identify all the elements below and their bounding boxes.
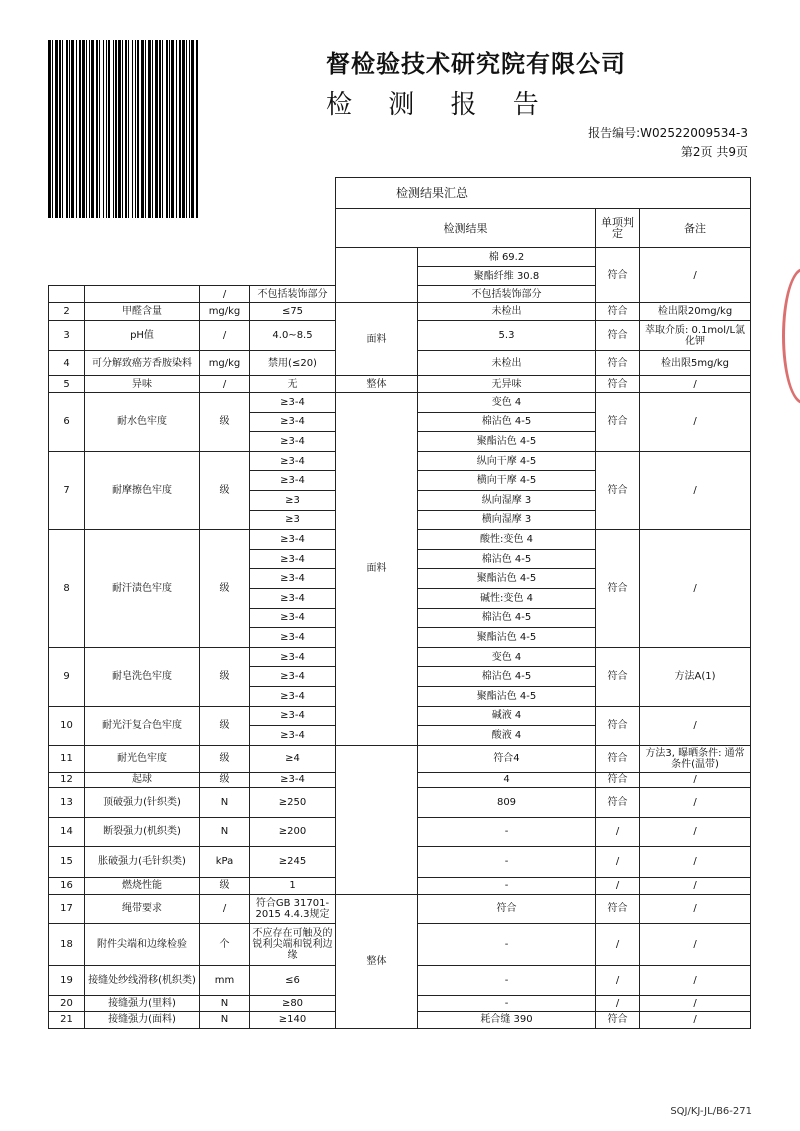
remark-cell: / — [640, 376, 751, 393]
unit-cell: 级 — [200, 451, 250, 529]
result-cell: 4 — [418, 772, 596, 787]
std-cell: 符合GB 31701-2015 4.4.3规定 — [250, 894, 336, 923]
result-cell: 棉沾色 4-5 — [418, 549, 596, 569]
result-cell: 棉沾色 4-5 — [418, 667, 596, 687]
std-cell: ≥3-4 — [250, 706, 336, 726]
item-name: 附件尖端和边缘检验 — [85, 923, 200, 965]
item-name: 可分解致癌芳香胺染料 — [85, 351, 200, 376]
result-cell: 碱液 4 — [418, 706, 596, 726]
section-title: 检测结果汇总 — [336, 178, 751, 209]
part-cell: 面料 — [336, 303, 418, 376]
remark-cell: / — [640, 923, 751, 965]
result-cell: 符合4 — [418, 745, 596, 772]
item-name: 接缝强力(面料) — [85, 1011, 200, 1028]
unit-cell: / — [200, 376, 250, 393]
judge-cell: 符合 — [596, 376, 640, 393]
result-cell: 符合 — [418, 894, 596, 923]
item-number: 14 — [49, 817, 85, 846]
result-cell: - — [418, 923, 596, 965]
item-name: 耐水色牢度 — [85, 393, 200, 452]
judge-cell: 符合 — [596, 706, 640, 745]
judge-cell: / — [596, 846, 640, 877]
header-remark: 备注 — [640, 209, 751, 248]
item-name: 耐汗渍色牢度 — [85, 530, 200, 648]
result-cell: 809 — [418, 787, 596, 817]
std-cell: ≥3-4 — [250, 667, 336, 687]
results-table — [48, 177, 751, 1029]
judge-cell: 符合 — [596, 303, 640, 321]
item-name: pH值 — [85, 321, 200, 351]
judge-cell: 符合 — [596, 351, 640, 376]
std-cell: ≥3-4 — [250, 471, 336, 491]
item-name: 燃烧性能 — [85, 877, 200, 894]
std-cell: 无 — [250, 376, 336, 393]
item-number: 8 — [49, 530, 85, 648]
item-number: 5 — [49, 376, 85, 393]
result-cell: 聚酯沾色 4-5 — [418, 569, 596, 589]
std-cell: ≥3-4 — [250, 772, 336, 787]
judge-cell: 符合 — [596, 393, 640, 452]
item-number: 11 — [49, 745, 85, 772]
std-cell: ≥3-4 — [250, 451, 336, 471]
remark-cell: / — [640, 248, 751, 303]
item-name: 接缝强力(里料) — [85, 995, 200, 1011]
remark-cell: / — [640, 772, 751, 787]
unit-cell: mg/kg — [200, 303, 250, 321]
std-cell: 4.0~8.5 — [250, 321, 336, 351]
item-name: 异味 — [85, 376, 200, 393]
header-judge: 单项判定 — [596, 209, 640, 248]
item-number: 2 — [49, 303, 85, 321]
item-number: 4 — [49, 351, 85, 376]
judge-cell: / — [596, 995, 640, 1011]
seal-stamp — [782, 268, 800, 404]
item-number: 3 — [49, 321, 85, 351]
result-cell: 聚酯沾色 4-5 — [418, 628, 596, 648]
std-cell: ≥3-4 — [250, 393, 336, 413]
judge-cell: 符合 — [596, 772, 640, 787]
result-cell: 变色 4 — [418, 647, 596, 667]
item-number: 21 — [49, 1011, 85, 1028]
judge-cell: 符合 — [596, 894, 640, 923]
std-cell: ≥3 — [250, 490, 336, 510]
result-cell: 酸液 4 — [418, 726, 596, 746]
remark-cell: 检出限20mg/kg — [640, 303, 751, 321]
part-cell — [336, 745, 418, 894]
remark-cell: / — [640, 787, 751, 817]
item-number: 10 — [49, 706, 85, 745]
unit-cell: N — [200, 1011, 250, 1028]
form-code: SQJ/KJ-JL/B6-271 — [670, 1106, 752, 1117]
std-cell: ≥200 — [250, 817, 336, 846]
result-cell: - — [418, 877, 596, 894]
unit-cell: / — [200, 321, 250, 351]
std-cell: ≥80 — [250, 995, 336, 1011]
report-title: 检 测 报 告 — [326, 90, 553, 120]
remark-cell: / — [640, 995, 751, 1011]
item-name: 接缝处纱线滑移(机织类) — [85, 965, 200, 995]
std-cell: ≥245 — [250, 846, 336, 877]
std-cell: ≥140 — [250, 1011, 336, 1028]
judge-cell: 符合 — [596, 248, 640, 303]
item-number: 16 — [49, 877, 85, 894]
std-cell: ≥3-4 — [250, 549, 336, 569]
std-cell: ≥3 — [250, 510, 336, 530]
unit-cell: 级 — [200, 772, 250, 787]
result-cell: 5.3 — [418, 321, 596, 351]
std-cell: 禁用(≤20) — [250, 351, 336, 376]
remark-cell: / — [640, 846, 751, 877]
std-cell: ≥3-4 — [250, 412, 336, 432]
item-number: 19 — [49, 965, 85, 995]
item-name: 耐摩擦色牢度 — [85, 451, 200, 529]
remark-cell: / — [640, 894, 751, 923]
result-cell: - — [418, 846, 596, 877]
std-cell: ≥3-4 — [250, 686, 336, 706]
judge-cell: / — [596, 965, 640, 995]
unit-cell: 级 — [200, 393, 250, 452]
result-cell: 横向湿摩 3 — [418, 510, 596, 530]
item-name: 断裂强力(机织类) — [85, 817, 200, 846]
result-cell: 碱性:变色 4 — [418, 588, 596, 608]
page-info: 第2页 共9页 — [680, 145, 748, 159]
unit-cell: mm — [200, 965, 250, 995]
result-cell: 聚酯沾色 4-5 — [418, 432, 596, 452]
item-name: 耐皂洗色牢度 — [85, 647, 200, 706]
std-cell: ≥3-4 — [250, 588, 336, 608]
result-cell: 变色 4 — [418, 393, 596, 413]
item-name: 绳带要求 — [85, 894, 200, 923]
item-name: 甲醛含量 — [85, 303, 200, 321]
result-cell: 棉沾色 4-5 — [418, 608, 596, 628]
item-number: 12 — [49, 772, 85, 787]
remark-cell: 方法3, 曝晒条件: 通常条件(温带) — [640, 745, 751, 772]
result-cell: 酸性:变色 4 — [418, 530, 596, 550]
unit-cell: 级 — [200, 530, 250, 648]
judge-cell: / — [596, 877, 640, 894]
std-cell: ≥3-4 — [250, 628, 336, 648]
std-cell: ≥3-4 — [250, 530, 336, 550]
std-cell: ≥3-4 — [250, 432, 336, 452]
item-number: 20 — [49, 995, 85, 1011]
remark-cell: 萃取介质: 0.1mol/L氯化钾 — [640, 321, 751, 351]
unit-cell: N — [200, 787, 250, 817]
judge-cell: 符合 — [596, 1011, 640, 1028]
item-number: 6 — [49, 393, 85, 452]
remark-cell: / — [640, 530, 751, 648]
unit-cell: 级 — [200, 647, 250, 706]
part-cell: 面料 — [336, 393, 418, 746]
remark-cell: / — [640, 877, 751, 894]
header-result: 检测结果 — [336, 209, 596, 248]
judge-cell: 符合 — [596, 451, 640, 529]
unit-cell: / — [200, 894, 250, 923]
judge-cell: / — [596, 817, 640, 846]
std-cell: ≤75 — [250, 303, 336, 321]
item-number: 15 — [49, 846, 85, 877]
result-cell: 耗合缝 390 — [418, 1011, 596, 1028]
judge-cell: / — [596, 923, 640, 965]
unit-cell: 级 — [200, 877, 250, 894]
std-cell: ≥4 — [250, 745, 336, 772]
item-name: 顶破强力(针织类) — [85, 787, 200, 817]
result-cell: - — [418, 817, 596, 846]
std-cell: ≤6 — [250, 965, 336, 995]
result-cell: 棉 69.2 — [418, 248, 596, 267]
remark-cell: / — [640, 706, 751, 745]
unit-cell: kPa — [200, 846, 250, 877]
result-cell: 纵向湿摩 3 — [418, 490, 596, 510]
std-cell: ≥3-4 — [250, 647, 336, 667]
item-name: 起球 — [85, 772, 200, 787]
remark-cell: / — [640, 817, 751, 846]
judge-cell: 符合 — [596, 647, 640, 706]
std-cell: ≥3-4 — [250, 569, 336, 589]
result-cell: 未检出 — [418, 351, 596, 376]
item-number: 18 — [49, 923, 85, 965]
result-cell: 横向干摩 4-5 — [418, 471, 596, 491]
unit-cell: mg/kg — [200, 351, 250, 376]
item-number: 17 — [49, 894, 85, 923]
remark-cell: / — [640, 1011, 751, 1028]
std-cell: 1 — [250, 877, 336, 894]
report-number: 报告编号:W02522009534-3 — [588, 126, 748, 140]
remark-cell: / — [640, 965, 751, 995]
result-cell: - — [418, 995, 596, 1011]
result-cell: 棉沾色 4-5 — [418, 412, 596, 432]
result-cell: 无异味 — [418, 376, 596, 393]
result-cell: 未检出 — [418, 303, 596, 321]
remark-cell: / — [640, 451, 751, 529]
unit-cell: 级 — [200, 706, 250, 745]
company-name: 督检验技术研究院有限公司 — [326, 50, 626, 78]
judge-cell: 符合 — [596, 745, 640, 772]
remark-cell: / — [640, 393, 751, 452]
item-number: 9 — [49, 647, 85, 706]
unit-cell: 级 — [200, 745, 250, 772]
unit-cell: N — [200, 995, 250, 1011]
judge-cell: 符合 — [596, 530, 640, 648]
judge-cell: 符合 — [596, 787, 640, 817]
item-number: 13 — [49, 787, 85, 817]
item-number: 7 — [49, 451, 85, 529]
remark-cell: 检出限5mg/kg — [640, 351, 751, 376]
result-cell: 聚酯沾色 4-5 — [418, 686, 596, 706]
part-cell: 整体 — [336, 376, 418, 393]
std-cell: ≥3-4 — [250, 726, 336, 746]
result-cell: 纵向干摩 4-5 — [418, 451, 596, 471]
result-cell: 聚酯纤维 30.8 — [418, 267, 596, 286]
std-cell: ≥250 — [250, 787, 336, 817]
remark-cell: 方法A(1) — [640, 647, 751, 706]
item-name: 耐光色牢度 — [85, 745, 200, 772]
std-cell: 不应存在可触及的锐利尖端和锐利边缘 — [250, 923, 336, 965]
judge-cell: 符合 — [596, 321, 640, 351]
std-cell: ≥3-4 — [250, 608, 336, 628]
std-cell: 不包括装饰部分 — [250, 286, 336, 303]
result-cell: - — [418, 965, 596, 995]
part-cell: 整体 — [336, 894, 418, 1028]
unit-cell: N — [200, 817, 250, 846]
unit-cell: 个 — [200, 923, 250, 965]
result-cell: 不包括装饰部分 — [418, 286, 596, 303]
unit-cell: / — [200, 286, 250, 303]
item-name: 耐光汗复合色牢度 — [85, 706, 200, 745]
item-name: 胀破强力(毛针织类) — [85, 846, 200, 877]
